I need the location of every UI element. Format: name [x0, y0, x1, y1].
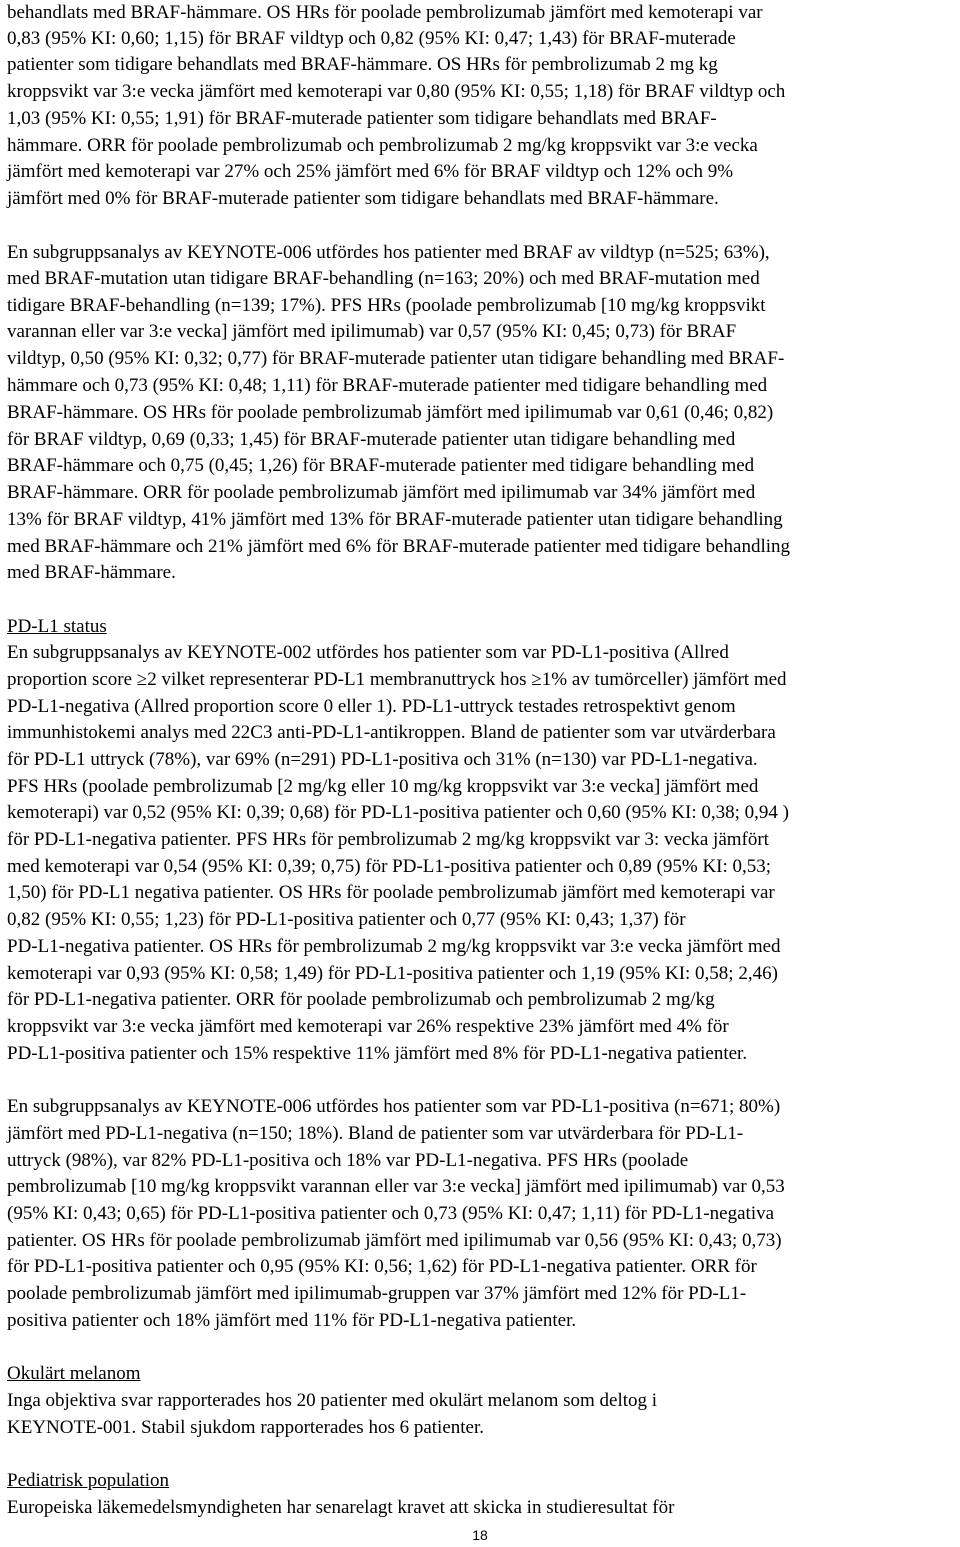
text-line: hämmare. ORR för poolade pembrolizumab och pembrolizumab 2 mg/kg kroppsvikt var 3:e vecka: [7, 135, 758, 156]
text-line: 0,83 (95% KI: 0,60; 1,15) för BRAF vildtyp och 0,82 (95% KI: 0,47; 1,43) för BRAF-muterade: [7, 28, 736, 49]
text-line: för PD-L1-negativa patienter. PFS HRs för pembrolizumab 2 mg/kg kroppsvikt var 3: vecka jämfört: [7, 829, 769, 850]
text-line: patienter som tidigare behandlats med BRAF-hämmare. OS HRs för pembrolizumab 2 mg kg: [7, 54, 718, 75]
text-line: BRAF-hämmare. ORR för poolade pembrolizumab jämfört med ipilimumab var 34% jämfört med: [7, 482, 756, 503]
text-line: positiva patienter och 18% jämfört med 11% för PD-L1-negativa patienter.: [7, 1310, 577, 1331]
text-line: för PD-L1-positiva patienter och 0,95 (95% KI: 0,56; 1,62) för PD-L1-negativa patienter. ORR för: [7, 1256, 757, 1277]
text-line: 1,50) för PD-L1 negativa patienter. OS HRs för poolade pembrolizumab jämfört med kemoterapi var: [7, 882, 775, 903]
text-line: jämfört med kemoterapi var 27% och 25% jämfört med 6% för BRAF vildtyp och 12% och 9%: [7, 161, 734, 182]
text-line: pembrolizumab [10 mg/kg kroppsvikt varannan eller var 3:e vecka] jämfört med ipilimumab) var 0,53: [7, 1176, 785, 1197]
text-line: vildtyp, 0,50 (95% KI: 0,32; 0,77) för BRAF-muterade patienter utan tidigare behandling med BRAF-: [7, 348, 785, 369]
text-line: behandlats med BRAF-hämmare. OS HRs för poolade pembrolizumab jämfört med kemoterapi var: [7, 2, 763, 23]
text-line: 0,82 (95% KI: 0,55; 1,23) för PD-L1-positiva patienter och 0,77 (95% KI: 0,43; 1,37) för: [7, 909, 686, 930]
text-line: BRAF-hämmare. OS HRs för poolade pembrolizumab jämfört med ipilimumab var 0,61 (0,46; 0,82): [7, 402, 774, 423]
text-line: Europeiska läkemedelsmyndigheten har senarelagt kravet att skicka in studieresultat för: [7, 1497, 675, 1518]
text-line: proportion score ≥2 vilket representerar PD-L1 membranuttryck hos ≥1% av tumörceller) jämfört med: [7, 669, 787, 690]
text-line: BRAF-hämmare och 0,75 (0,45; 1,26) för BRAF-muterade patienter med tidigare behandling med: [7, 455, 755, 476]
text-line: PD-L1-positiva patienter och 15% respektive 11% jämfört med 8% för PD-L1-negativa patienter.: [7, 1043, 748, 1064]
text-line: En subgruppsanalys av KEYNOTE-006 utfördes hos patienter med BRAF av vildtyp (n=525; 63%),: [7, 242, 770, 263]
text-line: med BRAF-hämmare.: [7, 562, 176, 583]
text-line: kemoterapi) var 0,52 (95% KI: 0,39; 0,68) för PD-L1-positiva patienter och 0,60 (95% KI: 0,38; 0,94 ): [7, 802, 789, 823]
text-line: med kemoterapi var 0,54 (95% KI: 0,39; 0,75) för PD-L1-positiva patienter och 0,89 (95% KI: 0,53;: [7, 856, 772, 877]
text-line: kroppsvikt var 3:e vecka jämfört med kemoterapi var 26% respektive 23% jämfört med 4% för: [7, 1016, 729, 1037]
text-line: jämfört med 0% för BRAF-muterade patienter som tidigare behandlats med BRAF-hämmare.: [7, 188, 719, 209]
text-line: KEYNOTE-001. Stabil sjukdom rapporterades hos 6 patienter.: [7, 1417, 485, 1438]
text-line: En subgruppsanalys av KEYNOTE-002 utfördes hos patienter som var PD-L1-positiva (Allred: [7, 642, 729, 663]
text-line: immunhistokemi analys med 22C3 anti-PD-L1-antikroppen. Bland de patienter som var utvärderbara: [7, 722, 776, 743]
text-line: PFS HRs (poolade pembrolizumab [2 mg/kg eller 10 mg/kg kroppsvikt var 3:e vecka] jämfört med: [7, 776, 759, 797]
text-line: patienter. OS HRs för poolade pembrolizumab jämfört med ipilimumab var 0,56 (95% KI: 0,43; 0,73): [7, 1230, 782, 1251]
text-line: för PD-L1-negativa patienter. ORR för poolade pembrolizumab och pembrolizumab 2 mg/kg: [7, 989, 715, 1010]
section-heading: Okulärt melanom: [7, 1363, 141, 1384]
text-line: för BRAF vildtyp, 0,69 (0,33; 1,45) för BRAF-muterade patienter utan tidigare behandling med: [7, 429, 736, 450]
text-line: En subgruppsanalys av KEYNOTE-006 utfördes hos patienter som var PD-L1-positiva (n=671; 80%): [7, 1096, 781, 1117]
text-line: poolade pembrolizumab jämfört med ipilimumab-gruppen var 37% jämfört med 12% för PD-L1-: [7, 1283, 747, 1304]
text-line: jämfört med PD-L1-negativa (n=150; 18%). Bland de patienter som var utvärderbara för PD-L1-: [7, 1123, 744, 1144]
text-line: uttryck (98%), var 82% PD-L1-positiva och 18% var PD-L1-negativa. PFS HRs (poolade: [7, 1150, 689, 1171]
text-line: kemoterapi var 0,93 (95% KI: 0,58; 1,49) för PD-L1-positiva patienter och 1,19 (95% KI: 0,58; 2,46): [7, 963, 778, 984]
text-line: hämmare och 0,73 (95% KI: 0,48; 1,11) för BRAF-muterade patienter med tidigare behandling med: [7, 375, 768, 396]
text-line: (95% KI: 0,43; 0,65) för PD-L1-positiva patienter och 0,73 (95% KI: 0,47; 1,11) för PD-L1-negativa: [7, 1203, 775, 1224]
text-line: 13% för BRAF vildtyp, 41% jämfört med 13% för BRAF-muterade patienter utan tidigare behandling: [7, 509, 783, 530]
text-line: Inga objektiva svar rapporterades hos 20 patienter med okulärt melanom som deltog i: [7, 1390, 658, 1411]
text-line: med BRAF-hämmare och 21% jämfört med 6% för BRAF-muterade patienter med tidigare behandling: [7, 536, 791, 557]
section-heading: PD-L1 status: [7, 616, 107, 637]
text-line: kroppsvikt var 3:e vecka jämfört med kemoterapi var 0,80 (95% KI: 0,55; 1,18) för BRAF vildtyp och: [7, 81, 786, 102]
text-line: tidigare BRAF-behandling (n=139; 17%). PFS HRs (poolade pembrolizumab [10 mg/kg kroppsvikt: [7, 295, 766, 316]
page-number: 18: [472, 1527, 488, 1543]
text-line: med BRAF-mutation utan tidigare BRAF-behandling (n=163; 20%) och med BRAF-mutation med: [7, 268, 760, 289]
text-line: 1,03 (95% KI: 0,55; 1,91) för BRAF-muterade patienter som tidigare behandlats med BRAF-: [7, 108, 717, 129]
section-heading: Pediatrisk population: [7, 1470, 170, 1491]
text-line: för PD-L1 uttryck (78%), var 69% (n=291) PD-L1-positiva och 31% (n=130) var PD-L1-negativa.: [7, 749, 758, 770]
text-line: PD-L1-negativa patienter. OS HRs för pembrolizumab 2 mg/kg kroppsvikt var 3:e vecka jämfört med: [7, 936, 781, 957]
text-line: PD-L1-negativa (Allred proportion score 0 eller 1). PD-L1-uttryck testades retrospektivt genom: [7, 696, 736, 717]
text-line: varannan eller var 3:e vecka] jämfört med ipilimumab) var 0,57 (95% KI: 0,45; 0,73) för BRAF: [7, 321, 737, 342]
